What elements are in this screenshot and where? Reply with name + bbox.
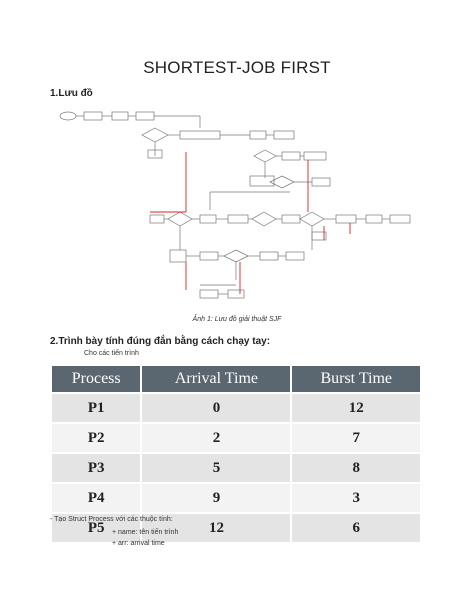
header-burst-time: Burst Time <box>291 366 420 393</box>
cell-arrival: 2 <box>141 423 291 453</box>
flow-start <box>60 112 76 120</box>
section-heading-trace: 2.Trình bày tính đúng đắn bằng cách chạy tay: <box>50 336 271 347</box>
cell-arrival: 12 <box>141 513 291 542</box>
section-heading-flowchart: 1.Lưu đồ <box>50 88 93 99</box>
header-arrival-time: Arrival Time <box>141 366 291 393</box>
cell-burst: 6 <box>291 513 420 542</box>
bullet-struct: - Tạo Struct Process với các thuộc tính: <box>50 516 173 523</box>
cell-process: P5 <box>52 513 141 542</box>
cell-burst: 3 <box>291 483 420 513</box>
header-process: Process <box>52 366 141 393</box>
cell-process: P1 <box>52 393 141 423</box>
bullet-arr: + arr: arrival time <box>112 540 165 547</box>
figure-caption: Ảnh 1: Lưu đồ giải thuật SJF <box>192 316 282 323</box>
cell-process: P4 <box>52 483 141 513</box>
cell-arrival: 9 <box>141 483 291 513</box>
page-title: SHORTEST-JOB FIRST <box>143 58 331 77</box>
table-row <box>52 393 420 423</box>
cell-burst: 12 <box>291 393 420 423</box>
cell-burst: 7 <box>291 423 420 453</box>
cell-burst: 8 <box>291 453 420 483</box>
sjf-flowchart <box>50 100 420 310</box>
table-row <box>52 423 420 453</box>
intro-note: Cho các tiến trình <box>84 350 139 357</box>
bullet-name: + name: tên tiến trình <box>112 529 179 536</box>
flow-red-arrows <box>150 152 350 294</box>
cell-arrival: 0 <box>141 393 291 423</box>
table-row <box>52 483 420 513</box>
cell-process: P2 <box>52 423 141 453</box>
table-header-row <box>52 366 420 393</box>
cell-arrival: 5 <box>141 453 291 483</box>
cell-process: P3 <box>52 453 141 483</box>
table-row <box>52 453 420 483</box>
